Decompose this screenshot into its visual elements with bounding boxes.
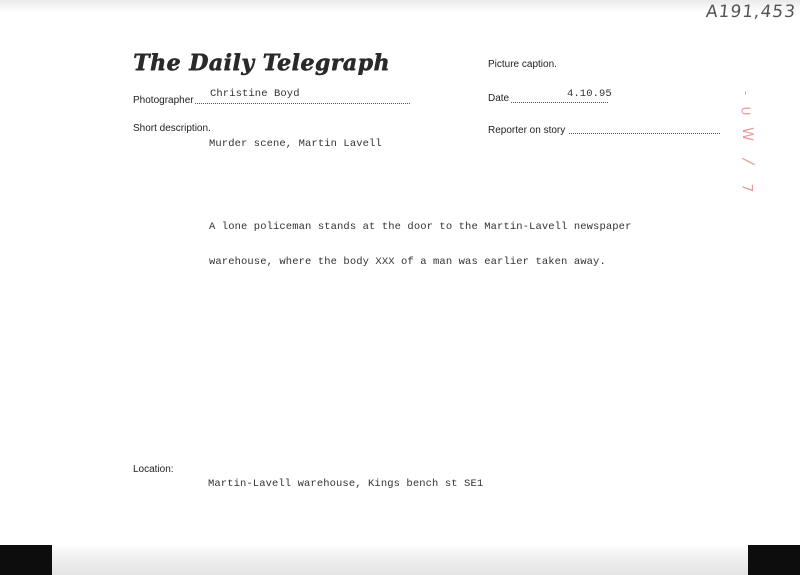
date-value: 4.10.95 [567, 88, 612, 100]
date-dotted-line [511, 102, 608, 103]
short-description-label: Short description. [133, 123, 211, 134]
photographer-dotted-line [195, 103, 410, 104]
scan-edge-block-right [748, 545, 800, 575]
scan-edge-block-left [0, 545, 52, 575]
margin-mark-5: 7 [738, 183, 755, 193]
margin-mark-4: / [738, 157, 759, 166]
caption-line-2: warehouse, where the body XXX of a man was earlier taken away. [209, 256, 606, 268]
caption-line-1: A lone policeman stands at the door to the Martin-Lavell newspaper [209, 221, 632, 233]
margin-mark-2: U [738, 106, 753, 116]
location-value: Martin-Lavell warehouse, Kings bench st SE1 [208, 478, 484, 490]
date-label: Date [488, 93, 510, 104]
scan-edge-bottom [0, 545, 800, 575]
reporter-dotted-line [569, 133, 720, 134]
photographer-value: Christine Boyd [210, 88, 300, 100]
photographer-label: Photographer [133, 95, 194, 106]
margin-mark-3: W [738, 127, 755, 141]
masthead-logo: The Daily Telegraph [133, 50, 390, 76]
margin-mark-1: - [739, 90, 754, 96]
location-label: Location: [133, 464, 174, 475]
picture-caption-label: Picture caption. [488, 59, 557, 70]
scan-edge-top [0, 0, 800, 14]
archive-reference: A191,453 [704, 2, 797, 22]
short-description-value: Murder scene, Martin Lavell [209, 138, 382, 150]
reporter-label: Reporter on story [488, 125, 566, 136]
